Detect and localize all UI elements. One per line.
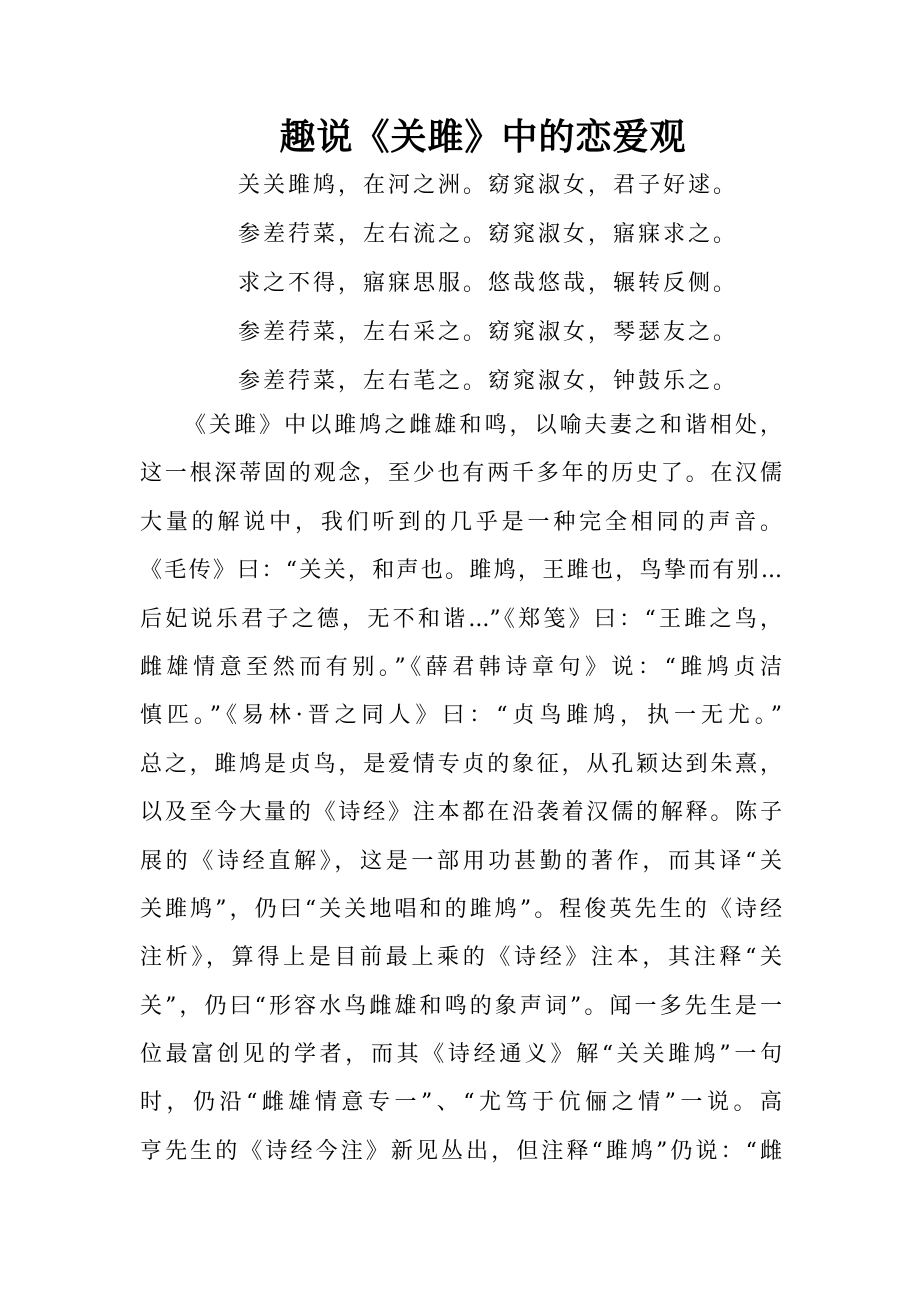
body-line: 雌雄情意至然而有别。”《薛君韩诗章句》说：“雎鸠贞洁 <box>140 654 782 680</box>
body-line: 关雎鸠”，仍曰“关关地唱和的雎鸠”。程俊英先生的《诗经 <box>140 896 782 922</box>
body-line: 亨先生的《诗经今注》新见丛出，但注释“雎鸠”仍说：“雌 <box>140 1138 782 1164</box>
poem-block <box>238 166 798 411</box>
poem-line: 参差荇菜，左右流之。窈窕淑女，寤寐求之。 <box>238 222 739 247</box>
body-paragraph <box>140 402 782 1176</box>
poem-line: 参差荇菜，左右采之。窈窕淑女，琴瑟友之。 <box>238 320 739 345</box>
poem-line: 参差荇菜，左右芼之。窈窕淑女，钟鼓乐之。 <box>238 369 739 394</box>
body-line: 以及至今大量的《诗经》注本都在沿袭着汉儒的解释。陈子 <box>140 800 782 826</box>
body-line: 慎匹。”《易林·晋之同人》曰：“贞鸟雎鸠，执一无尤。” <box>140 703 782 729</box>
body-line: 注析》，算得上是目前最上乘的《诗经》注本，其注释“关 <box>140 945 782 971</box>
body-line: 关”，仍曰“形容水鸟雌雄和鸣的象声词”。闻一多先生是一 <box>140 993 782 1019</box>
body-line: 这一根深蒂固的观念，至少也有两千多年的历史了。在汉儒 <box>140 461 782 487</box>
body-line: 《关雎》中以雎鸠之雌雄和鸣，以喻夫妻之和谐相处， <box>184 413 782 438</box>
body-line: 时，仍沿“雌雄情意专一”、“尤笃于伉俪之情”一说。高 <box>140 1090 782 1116</box>
body-line: 后妃说乐君子之德，无不和谐...”《郑笺》曰：“王雎之鸟， <box>140 606 782 632</box>
body-line: 位最富创见的学者，而其《诗经通义》解“关关雎鸠”一句 <box>140 1042 782 1068</box>
poem-line: 求之不得，寤寐思服。悠哉悠哉，辗转反侧。 <box>238 271 739 296</box>
body-line: 总之，雎鸠是贞鸟，是爱情专贞的象征，从孔颖达到朱熹， <box>140 751 782 777</box>
body-line: 大量的解说中，我们听到的几乎是一种完全相同的声音。 <box>140 509 782 535</box>
document-title: 趣说《关雎》中的恋爱观 <box>279 116 687 158</box>
body-line: 展的《诗经直解》，这是一部用功甚勤的著作，而其译“关 <box>140 848 782 874</box>
poem-line: 关关雎鸠，在河之洲。窈窕淑女，君子好逑。 <box>238 173 739 198</box>
body-line: 《毛传》曰：“关关，和声也。雎鸠，王雎也，鸟挚而有别... <box>140 558 782 584</box>
